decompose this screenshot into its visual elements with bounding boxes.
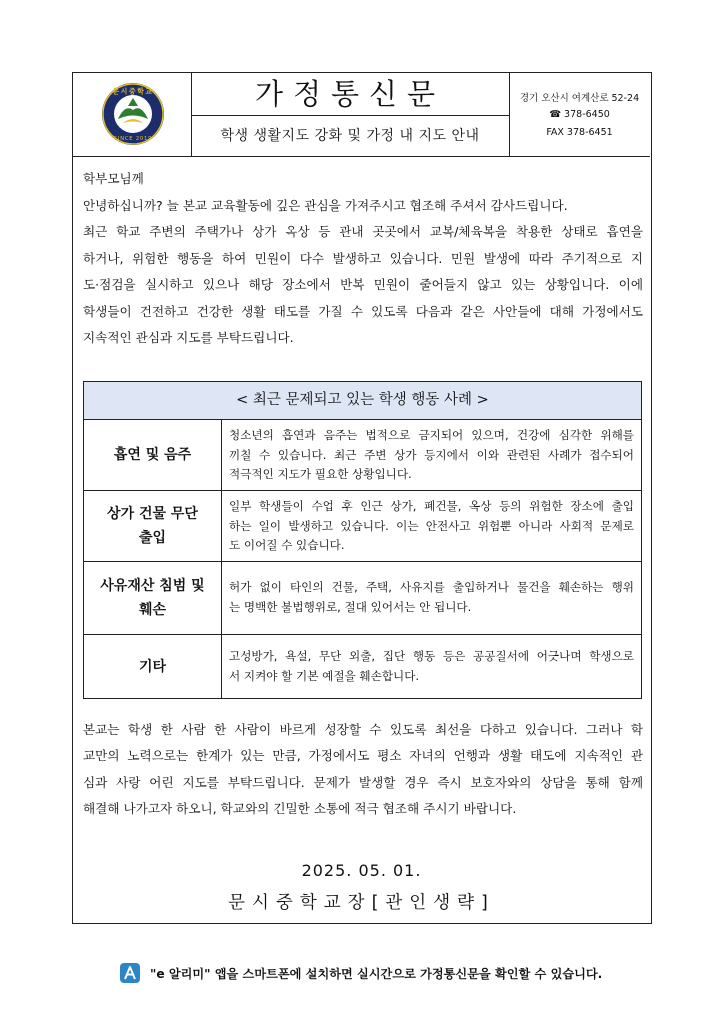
page-title: 가정통신문 — [191, 73, 509, 116]
paragraph2-line: 본교는 학생 한 사람 한 사람이 바르게 성장할 수 있도록 최선을 다하고 있습니다. 그러나 학 — [83, 722, 643, 737]
case-content-line: 고성방가, 욕설, 무단 외출, 집단 행동 등은 공공질서에 어긋나며 학생으로 — [229, 649, 634, 663]
paragraph2-line: 해결해 나가고자 하오니, 학교와의 긴밀한 소통에 적극 협조해 주시기 바랍니다. — [83, 801, 517, 816]
case-label-line: 훼손 — [138, 602, 167, 618]
school-fax: FAX 378-6451 — [546, 127, 613, 138]
paragraph1-line: 학생들이 건전하고 건강한 생활 태도를 가질 수 있도록 다음과 같은 사안들에 대해 가정에서도 — [83, 304, 643, 319]
case-content — [229, 647, 634, 686]
case-row-smoking — [84, 420, 641, 491]
school-phone: ☎ 378-6450 — [549, 109, 610, 120]
paragraph1-line: 하거나, 위험한 행동을 하여 민원이 다수 발생하고 있습니다. 민원 발생에 따라 주기적으로 지 — [83, 251, 643, 266]
case-label-line: 상가 건물 무단 — [107, 506, 198, 522]
greeting: 안녕하십니까? 늘 본교 교육활동에 깊은 관심을 가져주시고 협조해 주셔서 감사드립니다. — [83, 198, 568, 213]
letter-date: 2025. 05. 01. — [301, 861, 422, 880]
logo-text-top: 문시중학교 — [112, 87, 154, 96]
footer-text: "e 알리미" 앱을 스마트폰에 설치하면 실시간으로 가정통신문을 확인할 수 있습니다. — [150, 966, 603, 981]
case-label — [84, 491, 222, 561]
logo-cell — [73, 73, 192, 156]
title-cell — [191, 73, 510, 156]
case-content-line: 일부 학생들이 수업 후 인근 상가, 폐건물, 옥상 등의 위험한 장소에 출입 — [229, 499, 634, 513]
case-content-line: 서 지켜야 할 기본 예절을 훼손합니다. — [229, 668, 420, 683]
case-content — [229, 578, 634, 617]
case-row-property-damage — [84, 562, 641, 635]
case-content-line: 는 명백한 불법행위로, 절대 있어서는 안 됩니다. — [229, 599, 472, 614]
case-content — [229, 497, 634, 556]
principal-signature: 문시중학교장[관인생략] — [228, 893, 495, 913]
salutation: 학부모님께 — [83, 171, 144, 186]
paragraph1-line: 도·점검을 실시하고 있으나 해당 장소에서 반복 민원이 줄어들지 않고 있는 상황입니다. 이에 — [83, 277, 643, 292]
contact-cell — [509, 73, 650, 156]
footer-notice — [120, 962, 602, 984]
case-content-line: 끼칠 수 있습니다. 최근 주변 상가 등지에서 이와 관련된 사례가 접수되어 — [229, 447, 634, 462]
logo-text-bottom: SINCE 2019 — [113, 136, 153, 142]
paragraph1-line: 최근 학교 주변의 주택가나 상가 옥상 등 관내 곳곳에서 교복/체육복을 착용한 상태로 흡연을 — [83, 224, 643, 239]
case-content-line: 하는 일이 발생하고 있습니다. 이는 안전사고 위험뿐 아니라 사회적 문제로 — [229, 518, 634, 533]
school-address: 경기 오산시 여계산로 52-24 — [519, 93, 640, 104]
case-content-line: 적극적인 지도가 필요한 상황입니다. — [229, 467, 412, 481]
case-label — [84, 635, 222, 698]
case-content-line: 청소년의 흡연과 음주는 법적으로 금지되어 있으며, 건강에 심각한 위해를 — [229, 428, 634, 442]
case-content — [229, 426, 634, 485]
cases-table — [83, 381, 642, 699]
cases-table-title: < 최근 문제되고 있는 학생 행동 사례 > — [84, 382, 641, 420]
newsletter-header — [73, 73, 650, 157]
case-content-line: 도 이어질 수 있습니다. — [229, 538, 345, 552]
paragraph2-line: 심과 사랑 어린 지도를 부탁드립니다. 문제가 발생할 경우 즉시 보호자와의 상담을 통해 함께 — [83, 775, 643, 790]
paragraph2-line: 교만의 노력으로는 한계가 있는 만큼, 가정에서도 평소 자녀의 언행과 생활 태도에 지속적인 관 — [83, 748, 643, 763]
case-label-line: 사유재산 침범 및 — [100, 578, 205, 594]
case-label-line: 기타 — [138, 658, 167, 675]
case-row-other — [84, 635, 641, 698]
school-emblem-logo — [101, 82, 165, 146]
e-alimi-app-icon — [120, 963, 140, 983]
page-subtitle: 학생 생활지도 강화 및 가정 내 지도 안내 — [220, 128, 480, 144]
paragraph1-line: 지속적인 관심과 지도를 부탁드립니다. — [83, 330, 294, 345]
case-row-building-entry — [84, 491, 641, 562]
case-label-line: 출입 — [138, 530, 167, 546]
newsletter-frame — [72, 72, 652, 924]
case-label — [84, 420, 222, 490]
case-label-line: 흡연 및 음주 — [113, 447, 192, 463]
case-content-line: 허가 없이 타인의 건물, 주택, 사유지를 출입하거나 물건을 훼손하는 행위 — [229, 580, 634, 594]
case-label — [84, 562, 222, 634]
